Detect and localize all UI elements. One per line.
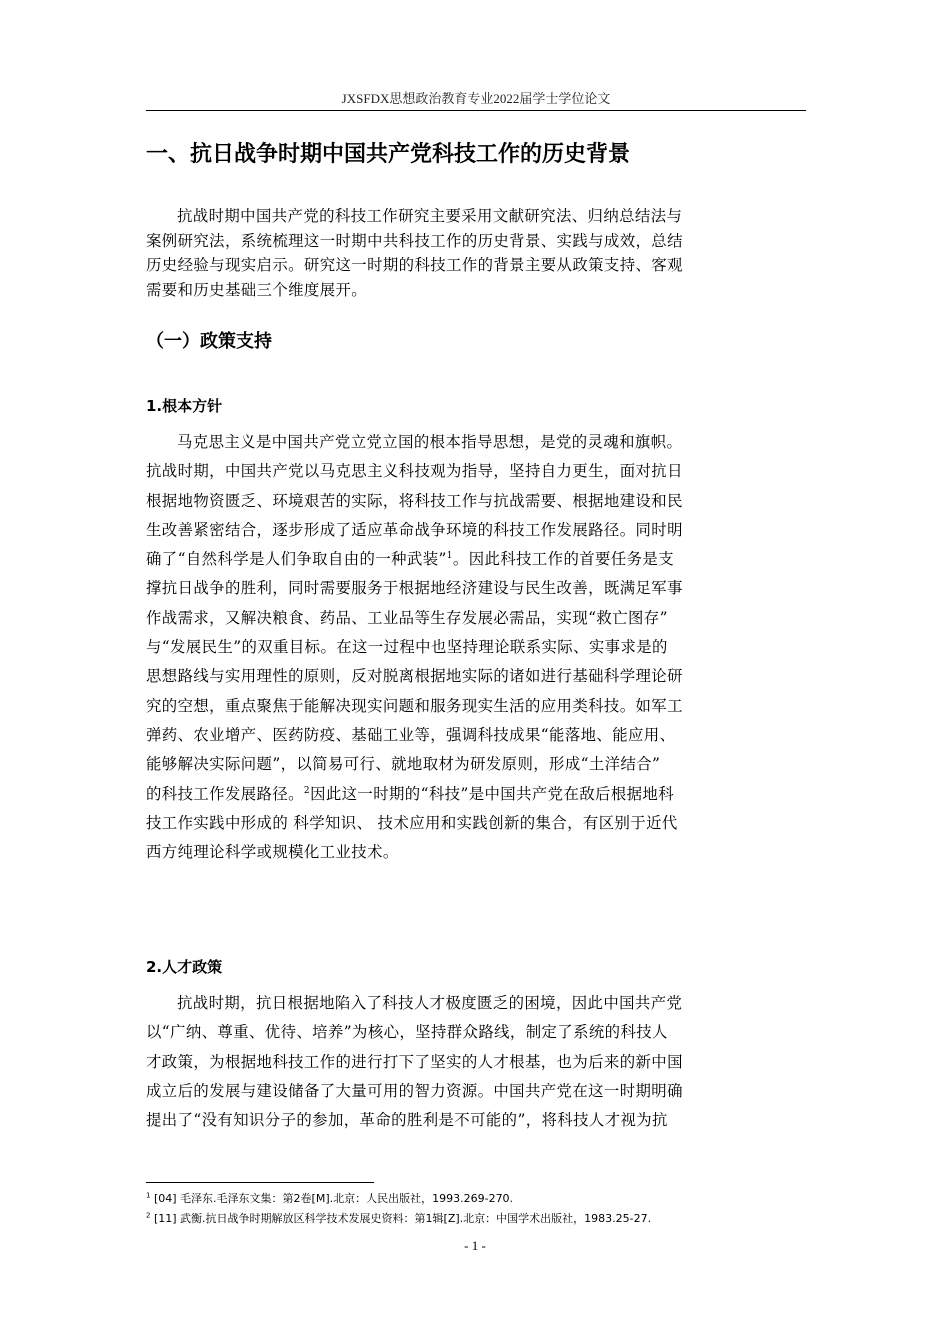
body-line: 生改善紧密结合，逐步形成了适应革命战争环境的科技工作发展路径。同时明 [146, 520, 683, 539]
body-line: 能够解决实际问题”，以简易可行、就地取材为研发原则，形成“土洋结合” [146, 755, 661, 774]
body-line: 西方纯理论科学或规模化工业技术。 [146, 843, 399, 862]
footnote-1 [146, 1192, 513, 1206]
sec1-paragraph [146, 428, 806, 867]
body-text: 的科技工作发展路径。 [146, 784, 304, 803]
footnote-ref-2[interactable]: 2 [303, 785, 311, 796]
section-title: 一、抗日战争时期中国共产党科技工作的历史背景 [146, 142, 631, 167]
body-line: 抗战时期，中国共产党以马克思主义科技观为指导，坚持自力更生，面对抗日 [146, 462, 683, 481]
sec2-paragraph [146, 989, 806, 1135]
footnote-ref-1[interactable]: 1 [446, 551, 453, 562]
sec2-title: 2.人才政策 [146, 958, 223, 976]
body-line: 与“发展民生”的双重目标。在这一过程中也坚持理论联系实际、实事求是的 [146, 638, 668, 657]
subsection-title: （一）政策支持 [146, 331, 272, 352]
intro-line: 抗战时期中国共产党的科技工作研究主要采用文献研究法、归纳总结法与 [177, 207, 683, 225]
footnote-2 [146, 1212, 651, 1226]
body-line: 技工作实践中形成的 科学知识、 技术应用和实践创新的集合，有区别于近代 [146, 813, 678, 832]
intro-paragraph [146, 204, 806, 302]
intro-line: 历史经验与现实启示。研究这一时期的科技工作的背景主要从政策支持、客观 [146, 256, 683, 274]
body-line: 思想路线与实用理性的原则，反对脱离根据地实际的诸如进行基础科学理论研 [146, 667, 683, 686]
body-text: 因此这一时期的“科技”是中国共产党在敌后根据地科 [310, 784, 674, 803]
body-line: 撑抗日战争的胜利，同时需要服务于根据地经济建设与民生改善，既满足军事 [146, 579, 683, 598]
body-line: 作战需求，又解决粮食、药品、工业品等生存发展必需品，实现“救亡图存” [146, 608, 668, 627]
footnote-mark: 1 [146, 1191, 151, 1200]
body-text: 确了“自然科学是人们争取自由的一种武装” [146, 550, 447, 569]
intro-line: 需要和历史基础三个维度展开。 [146, 280, 368, 299]
body-text: 。因此科技工作的首要任务是支 [452, 550, 674, 569]
body-line: 才政策，为根据地科技工作的进行打下了坚实的人才根基，也为后来的新中国 [146, 1052, 683, 1071]
body-line: 根据地物资匮乏、环境艰苦的实际，将科技工作与抗战需要、根据地建设和民 [146, 491, 683, 510]
body-line: 提出了“没有知识分子的参加，革命的胜利是不可能的”，将科技人才视为抗 [146, 1111, 668, 1130]
footnote-mark: 2 [146, 1211, 151, 1220]
body-line: 以“广纳、尊重、优待、培养”为核心，坚持群众路线，制定了系统的科技人 [146, 1023, 668, 1042]
body-line: 抗战时期，抗日根据地陷入了科技人才极度匮乏的困境，因此中国共产党 [177, 994, 683, 1012]
body-line [146, 545, 806, 574]
body-line: 马克思主义是中国共产党立党立国的根本指导思想，是党的灵魂和旗帜。 [177, 433, 683, 451]
footnote-separator [146, 1182, 374, 1183]
intro-line: 案例研究法，系统梳理这一时期中共科技工作的历史背景、实践与成效，总结 [146, 231, 683, 250]
body-line: 成立后的发展与建设储备了大量可用的智力资源。中国共产党在这一时期明确 [146, 1081, 683, 1100]
sec1-title: 1.根本方针 [146, 397, 223, 415]
body-line [146, 780, 806, 809]
running-header: JXSFDX思想政治教育专业2022届学士学位论文 [341, 91, 611, 106]
body-line: 弹药、农业增产、医药防疫、基础工业等，强调科技成果“能落地、能应用、 [146, 725, 676, 744]
header-rule [146, 110, 806, 111]
page-number: - 1 - [464, 1238, 486, 1253]
footnote-text: [04] 毛泽东.毛泽东文集：第2卷[M].北京：人民出版社，1993.269-270. [153, 1192, 514, 1205]
footnote-text: [11] 武衡.抗日战争时期解放区科学技术发展史资料：第1辑[Z].北京：中国学术出版社，1983.25-27. [153, 1212, 652, 1225]
body-line: 究的空想，重点聚焦于能解决现实问题和服务现实生活的应用类科技。如军工 [146, 696, 683, 715]
